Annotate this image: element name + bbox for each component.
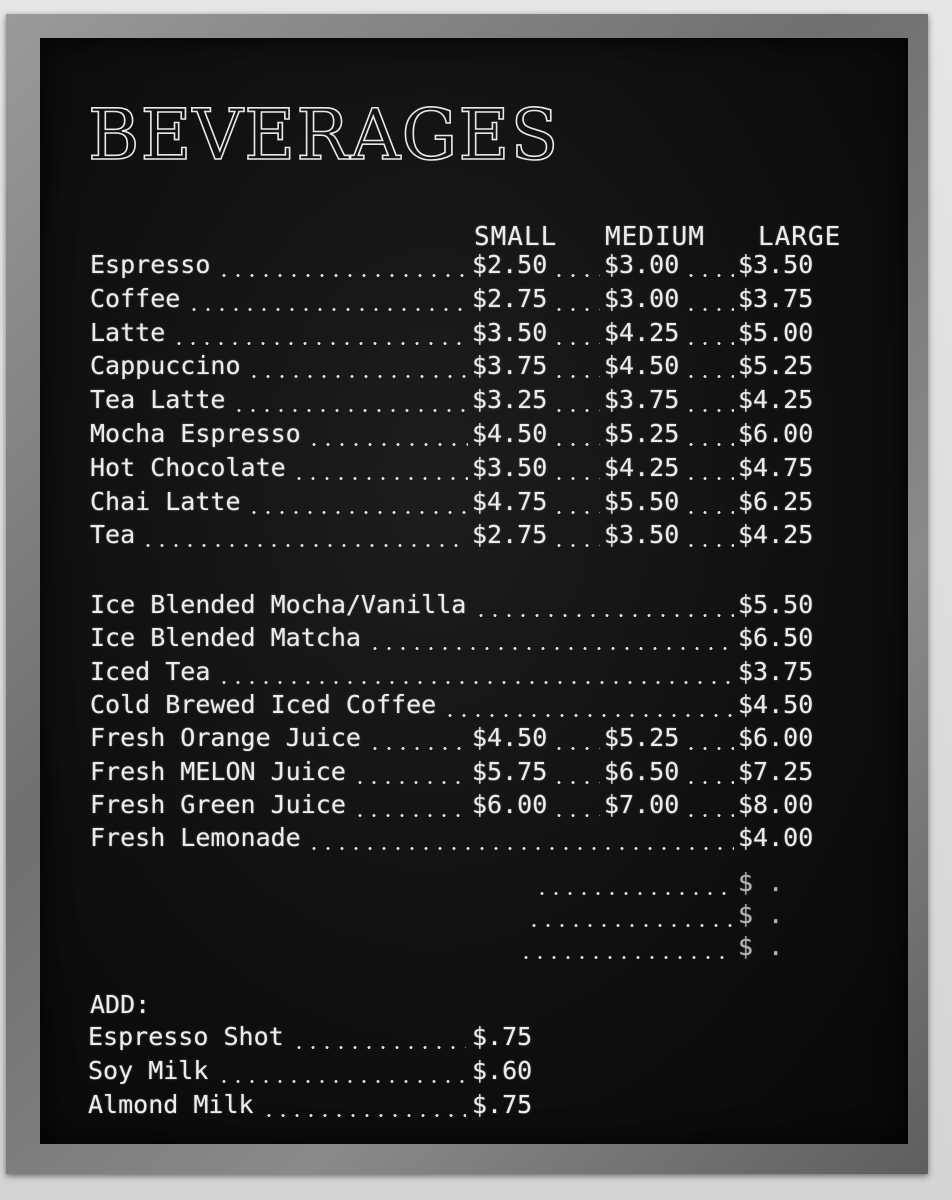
blank-price-row — [90, 932, 860, 966]
leader-dots — [684, 409, 734, 412]
price-small: $3.25 — [472, 385, 548, 415]
leader-dots — [684, 544, 734, 547]
leader-dots — [519, 956, 732, 959]
leader-dots — [187, 308, 468, 311]
menu-item-row — [90, 757, 860, 791]
price-large: $3.50 — [738, 250, 814, 279]
menu-item-row — [90, 823, 860, 857]
price-small: $4.50 — [472, 419, 548, 448]
price-small: $5.75 — [472, 756, 548, 786]
item-name: Mocha Espresso — [90, 419, 301, 448]
add-on-row — [88, 1056, 858, 1090]
leader-dots — [232, 409, 468, 412]
price-small: $3.50 — [472, 452, 548, 482]
blank-price: $ . — [738, 932, 784, 961]
item-name: Espresso — [90, 250, 211, 279]
price-small: $3.50 — [472, 317, 548, 347]
price-small: $3.75 — [472, 351, 548, 381]
leader-dots — [552, 274, 600, 277]
price-large: $5.00 — [738, 317, 814, 347]
menu-item-row — [90, 351, 860, 385]
leader-dots — [552, 342, 600, 345]
price-large: $5.50 — [738, 590, 814, 619]
price-small: $2.50 — [472, 250, 548, 279]
menu-item-row — [90, 520, 860, 554]
leader-dots — [684, 308, 734, 311]
add-on-name: Almond Milk — [88, 1090, 254, 1119]
item-name: Coffee — [90, 283, 181, 313]
add-on-row — [88, 1022, 858, 1056]
blank-price-row — [90, 868, 860, 902]
leader-dots — [247, 511, 468, 514]
add-on-name: Soy Milk — [88, 1056, 209, 1085]
menu-item-row — [90, 318, 860, 352]
column-header-large: LARGE — [758, 222, 842, 252]
leader-dots — [217, 681, 734, 684]
leader-dots — [353, 814, 468, 817]
item-name: Fresh Orange Juice — [90, 723, 361, 753]
item-name: Ice Blended Mocha/Vanilla — [90, 590, 467, 619]
menu-item-row — [90, 453, 860, 487]
menu-title: BEVERAGES — [88, 94, 560, 176]
menu-item-row — [90, 657, 860, 691]
leader-dots — [141, 544, 468, 547]
price-medium: $5.25 — [604, 723, 680, 753]
menu-item-row — [90, 623, 860, 657]
price-large: $6.50 — [738, 623, 814, 653]
price-large: $4.50 — [738, 689, 814, 719]
blank-price: $ . — [738, 868, 784, 897]
leader-dots — [684, 342, 734, 345]
leader-dots — [552, 409, 600, 412]
price-large: $4.25 — [738, 520, 814, 550]
item-name: Cold Brewed Iced Coffee — [90, 689, 437, 719]
leader-dots — [552, 308, 600, 311]
leader-dots — [307, 443, 468, 446]
leader-dots — [684, 477, 734, 480]
leader-dots — [552, 544, 600, 547]
leader-dots — [368, 747, 468, 750]
price-large: $5.25 — [738, 351, 814, 381]
leader-dots — [535, 892, 732, 895]
price-medium: $4.25 — [604, 452, 680, 482]
price-medium: $3.50 — [604, 520, 680, 550]
price-large: $3.75 — [738, 656, 814, 686]
leader-dots — [684, 781, 734, 784]
add-on-row — [88, 1090, 858, 1124]
item-name: Fresh MELON Juice — [90, 756, 346, 786]
price-large: $4.00 — [738, 823, 814, 853]
leader-dots — [217, 1080, 466, 1083]
item-name: Chai Latte — [90, 486, 241, 516]
price-large: $8.00 — [738, 789, 814, 819]
leader-dots — [527, 924, 732, 927]
add-on-price: $.75 — [472, 1022, 533, 1051]
leader-dots — [552, 443, 600, 446]
price-medium: $7.00 — [604, 789, 680, 819]
price-small: $4.50 — [472, 723, 548, 753]
leader-dots — [684, 375, 734, 378]
add-ons-heading: ADD: — [90, 990, 151, 1019]
item-name: Hot Chocolate — [90, 452, 286, 482]
leader-dots — [552, 747, 600, 750]
price-small: $6.00 — [472, 789, 548, 819]
price-medium: $5.25 — [604, 419, 680, 448]
leader-dots — [684, 511, 734, 514]
leader-dots — [368, 647, 734, 650]
leader-dots — [172, 342, 469, 345]
price-small: $4.75 — [472, 486, 548, 516]
item-name: Tea Latte — [90, 385, 226, 415]
price-small: $2.75 — [472, 283, 548, 313]
leader-dots — [262, 1114, 466, 1117]
leader-dots — [443, 714, 734, 717]
menu-item-row — [90, 385, 860, 419]
menu-item-row — [90, 690, 860, 724]
price-medium: $4.25 — [604, 317, 680, 347]
leader-dots — [292, 477, 468, 480]
price-large: $4.75 — [738, 452, 814, 482]
leader-dots — [552, 511, 600, 514]
blank-price: $ . — [738, 900, 784, 929]
price-large: $6.00 — [738, 419, 814, 448]
menu-item-row — [90, 250, 860, 284]
leader-dots — [307, 847, 734, 850]
item-name: Latte — [90, 317, 166, 347]
leader-dots — [474, 614, 735, 617]
price-medium: $3.00 — [604, 250, 680, 279]
leader-dots — [217, 274, 468, 277]
item-name: Cappuccino — [90, 351, 241, 381]
leader-dots — [552, 375, 600, 378]
item-name: Fresh Lemonade — [90, 823, 301, 853]
item-name: Tea — [90, 520, 136, 550]
column-header-small: SMALL — [474, 222, 558, 252]
price-medium: $3.75 — [604, 385, 680, 415]
add-on-price: $.75 — [472, 1090, 533, 1119]
menu-item-row — [90, 790, 860, 824]
item-name: Fresh Green Juice — [90, 789, 346, 819]
item-name: Iced Tea — [90, 656, 211, 686]
price-large: $4.25 — [738, 385, 814, 415]
menu-item-row — [90, 284, 860, 318]
add-on-name: Espresso Shot — [88, 1022, 284, 1051]
column-header-medium: MEDIUM — [605, 222, 705, 252]
leader-dots — [684, 747, 734, 750]
price-large: $6.25 — [738, 486, 814, 516]
price-small: $2.75 — [472, 520, 548, 550]
leader-dots — [684, 443, 734, 446]
leader-dots — [684, 814, 734, 817]
price-medium: $4.50 — [604, 351, 680, 381]
price-medium: $3.00 — [604, 283, 680, 313]
add-on-price: $.60 — [472, 1056, 533, 1085]
item-name: Ice Blended Matcha — [90, 623, 361, 653]
price-medium: $6.50 — [604, 756, 680, 786]
leader-dots — [684, 274, 734, 277]
menu-item-row — [90, 487, 860, 521]
leader-dots — [247, 375, 468, 378]
leader-dots — [552, 781, 600, 784]
menu-item-row — [90, 590, 860, 624]
price-large: $7.25 — [738, 756, 814, 786]
menu-item-row — [90, 419, 860, 453]
menu-item-row — [90, 723, 860, 757]
leader-dots — [552, 814, 600, 817]
price-large: $3.75 — [738, 283, 814, 313]
price-medium: $5.50 — [604, 486, 680, 516]
price-large: $6.00 — [738, 723, 814, 753]
leader-dots — [292, 1046, 466, 1049]
leader-dots — [353, 781, 468, 784]
leader-dots — [552, 477, 600, 480]
blank-price-row — [90, 900, 860, 934]
